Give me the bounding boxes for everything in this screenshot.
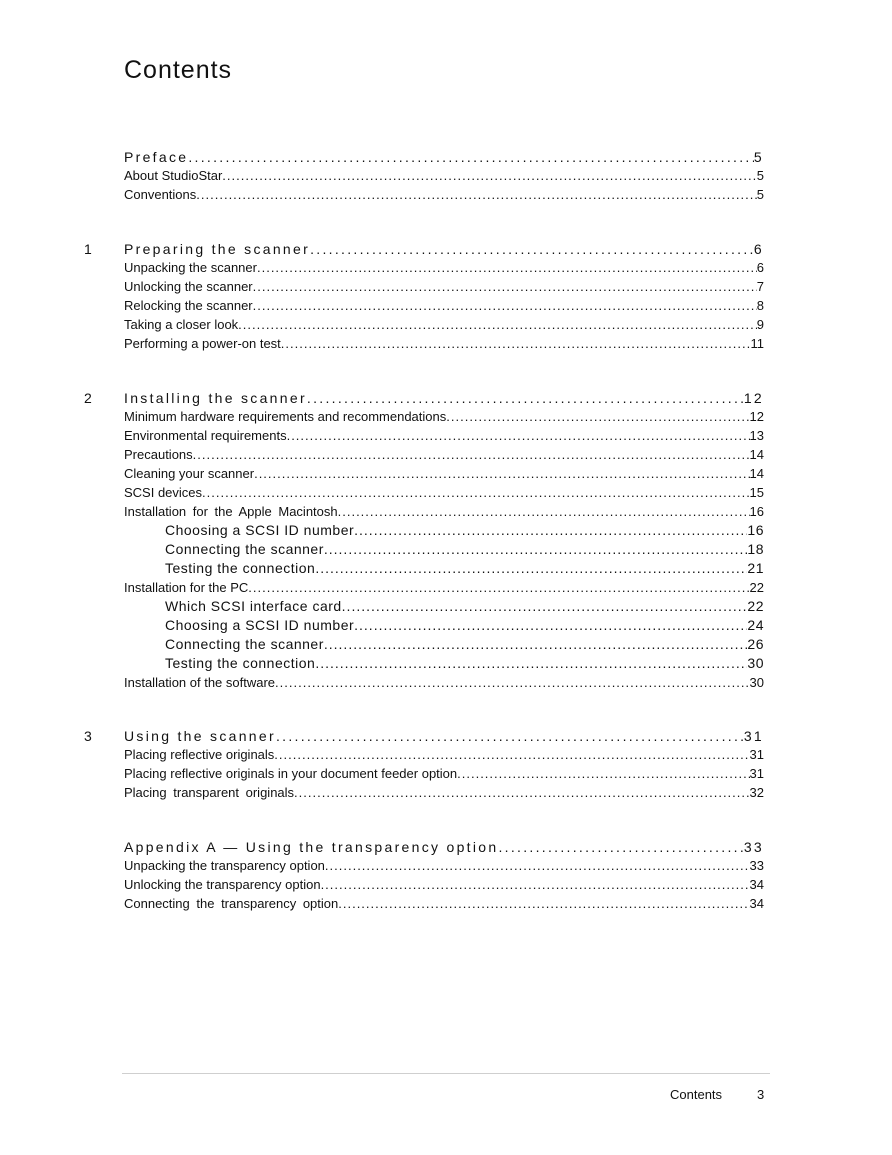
- toc-entry-page: 7: [756, 279, 764, 294]
- toc-heading-page: 31: [743, 728, 764, 744]
- toc-heading-page: 12: [743, 390, 764, 406]
- toc-entry-label: Installation for the Apple Macintosh: [124, 504, 338, 519]
- dot-leader: [238, 317, 757, 332]
- toc-subentry[interactable]: [165, 595, 764, 614]
- toc-entry-page: 8: [756, 298, 764, 313]
- toc-entry-page: 11: [750, 336, 764, 351]
- dot-leader: [307, 391, 744, 406]
- toc-entry[interactable]: [124, 576, 764, 595]
- toc-entry-page: 6: [756, 260, 764, 275]
- toc-entry-page: 22: [747, 598, 764, 614]
- toc-subentry[interactable]: [165, 652, 764, 671]
- toc-heading-label: Appendix A — Using the transparency option: [124, 839, 499, 855]
- dot-leader: [253, 298, 757, 313]
- toc-entry-page: 31: [749, 766, 764, 781]
- toc-section-heading[interactable]: [124, 724, 764, 744]
- toc-entry[interactable]: [124, 294, 764, 313]
- toc-entry-label: Placing reflective originals in your document feeder option: [124, 766, 458, 781]
- toc-entry[interactable]: [124, 424, 764, 443]
- toc-entry[interactable]: [124, 892, 764, 911]
- toc-heading-label: Preface: [124, 149, 189, 165]
- toc-entry-label: Taking a closer look: [124, 317, 239, 332]
- dot-leader: [354, 523, 747, 538]
- toc-entry[interactable]: [124, 762, 764, 781]
- toc-entry[interactable]: [124, 500, 764, 519]
- toc-entry-label: Connecting the scanner: [165, 541, 324, 557]
- toc-entry[interactable]: [124, 873, 764, 892]
- toc-entry-label: Environmental requirements: [124, 428, 287, 443]
- toc-entry-label: Unpacking the scanner: [124, 260, 257, 275]
- chapter-number: 3: [84, 728, 92, 744]
- dot-leader: [338, 896, 749, 911]
- chapter-number: 1: [84, 241, 92, 257]
- toc-entry-page: 16: [749, 504, 764, 519]
- toc-entry-label: Choosing a SCSI ID number: [165, 522, 355, 538]
- dot-leader: [325, 858, 750, 873]
- toc-entry-page: 31: [749, 747, 764, 762]
- toc-entry[interactable]: [124, 256, 764, 275]
- toc-heading-page: 5: [753, 149, 764, 165]
- toc-entry-label: Minimum hardware requirements and recommendations: [124, 409, 447, 424]
- toc-heading-page: 33: [743, 839, 764, 855]
- dot-leader: [196, 187, 756, 202]
- dot-leader: [202, 485, 749, 500]
- toc-section-heading[interactable]: [124, 835, 764, 855]
- page-title: Contents: [124, 56, 233, 84]
- toc-entry-label: Installation for the PC: [124, 580, 249, 595]
- toc-entry-label: Placing transparent originals: [124, 785, 295, 800]
- toc-entry-page: 30: [749, 675, 764, 690]
- toc-entry[interactable]: [124, 462, 764, 481]
- toc-section-heading[interactable]: [124, 386, 764, 406]
- dot-leader: [498, 840, 743, 855]
- toc-entry-label: Performing a power-on test: [124, 336, 281, 351]
- toc-entry[interactable]: [124, 164, 764, 183]
- toc-entry-label: Testing the connection: [165, 560, 316, 576]
- dot-leader: [338, 504, 750, 519]
- toc-subentry[interactable]: [165, 614, 764, 633]
- dot-leader: [315, 561, 747, 576]
- toc-entry-page: 24: [747, 617, 764, 633]
- toc-entry-label: About StudioStar: [124, 168, 223, 183]
- toc-entry-label: Connecting the scanner: [165, 636, 324, 652]
- toc-entry-page: 14: [749, 447, 764, 462]
- toc-heading-label: Preparing the scanner: [124, 241, 311, 257]
- toc-entry[interactable]: [124, 443, 764, 462]
- toc-subentry[interactable]: [165, 633, 764, 652]
- dot-leader: [257, 260, 757, 275]
- dot-leader: [254, 466, 749, 481]
- dot-leader: [193, 447, 750, 462]
- dot-leader: [275, 675, 750, 690]
- toc-entry-page: 26: [747, 636, 764, 652]
- toc-entry-page: 12: [749, 409, 764, 424]
- toc-entry-page: 34: [749, 896, 764, 911]
- toc-entry-page: 21: [747, 560, 764, 576]
- toc-entry-page: 16: [747, 522, 764, 538]
- dot-leader: [287, 428, 750, 443]
- dot-leader: [281, 336, 751, 351]
- toc-entry-page: 18: [747, 541, 764, 557]
- toc-entry-label: Choosing a SCSI ID number: [165, 617, 355, 633]
- chapter-number: 2: [84, 390, 92, 406]
- toc-entry-label: Testing the connection: [165, 655, 316, 671]
- toc-entry-page: 9: [756, 317, 764, 332]
- toc-entry[interactable]: [124, 781, 764, 800]
- toc-entry-label: Conventions: [124, 187, 197, 202]
- toc-entry-page: 34: [749, 877, 764, 892]
- toc-entry-page: 30: [747, 655, 764, 671]
- toc-entry[interactable]: [124, 854, 764, 873]
- toc-entry-page: 5: [756, 187, 764, 202]
- toc-heading-label: Using the scanner: [124, 728, 276, 744]
- toc-entry[interactable]: [124, 405, 764, 424]
- footer-page-number: 3: [757, 1087, 765, 1102]
- dot-leader: [324, 542, 748, 557]
- toc-section-heading[interactable]: [124, 237, 764, 257]
- dot-leader: [188, 150, 754, 165]
- toc-entry-label: Unpacking the transparency option: [124, 858, 325, 873]
- toc-entry-label: SCSI devices: [124, 485, 203, 500]
- dot-leader: [354, 618, 747, 633]
- toc-entry-page: 32: [749, 785, 764, 800]
- toc-entry-label: Unlocking the scanner: [124, 279, 253, 294]
- dot-leader: [342, 599, 748, 614]
- footer-divider: [122, 1073, 770, 1074]
- toc-entry[interactable]: [124, 332, 764, 351]
- toc-entry-page: 14: [749, 466, 764, 481]
- toc-entry[interactable]: [124, 743, 764, 762]
- dot-leader: [324, 637, 748, 652]
- toc-entry[interactable]: [124, 313, 764, 332]
- toc-entry-label: Cleaning your scanner: [124, 466, 255, 481]
- toc-entry-page: 13: [749, 428, 764, 443]
- toc-entry-label: Relocking the scanner: [124, 298, 253, 313]
- dot-leader: [446, 409, 749, 424]
- toc-subentry[interactable]: [165, 557, 764, 576]
- toc-entry[interactable]: [124, 183, 764, 202]
- toc-entry[interactable]: [124, 671, 764, 690]
- dot-leader: [457, 766, 749, 781]
- footer-label: Contents: [670, 1087, 723, 1102]
- dot-leader: [321, 877, 750, 892]
- toc-subentry[interactable]: [165, 519, 764, 538]
- toc-entry-page: 22: [749, 580, 764, 595]
- toc-entry-label: Unlocking the transparency option: [124, 877, 321, 892]
- toc-entry-label: Placing reflective originals: [124, 747, 275, 762]
- toc-subentry[interactable]: [165, 538, 764, 557]
- toc-entry[interactable]: [124, 481, 764, 500]
- dot-leader: [253, 279, 757, 294]
- dot-leader: [310, 242, 754, 257]
- toc-entry-label: Connecting the transparency option: [124, 896, 339, 911]
- toc-entry-page: 33: [749, 858, 764, 873]
- toc-entry-label: Installation of the software: [124, 675, 276, 690]
- dot-leader: [276, 729, 744, 744]
- toc-section-heading[interactable]: [124, 145, 764, 165]
- dot-leader: [248, 580, 749, 595]
- toc-entry[interactable]: [124, 275, 764, 294]
- toc-entry-page: 15: [749, 485, 764, 500]
- dot-leader: [294, 785, 749, 800]
- dot-leader: [274, 747, 749, 762]
- dot-leader: [315, 656, 747, 671]
- toc-entry-label: Which SCSI interface card: [165, 598, 342, 614]
- toc-entry-label: Precautions: [124, 447, 193, 462]
- toc-heading-label: Installing the scanner: [124, 390, 307, 406]
- dot-leader: [222, 168, 756, 183]
- toc-entry-page: 5: [756, 168, 764, 183]
- toc-heading-page: 6: [753, 241, 764, 257]
